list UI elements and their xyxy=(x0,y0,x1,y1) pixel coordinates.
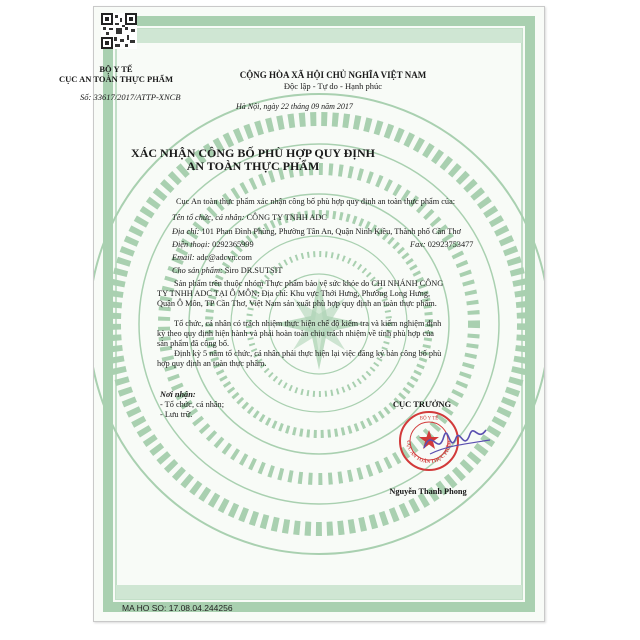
product-row xyxy=(172,266,282,276)
recipient-item: - Tổ chức, cá nhân; xyxy=(160,400,225,409)
document-number: Số: 33617/2017/ATTP-XNCB xyxy=(80,92,181,102)
fax-row xyxy=(410,240,473,250)
email-label: Email: xyxy=(172,253,195,262)
signer-name: Nguyễn Thanh Phong xyxy=(389,487,467,496)
national-motto: Độc lập - Tự do - Hạnh phúc xyxy=(283,81,383,91)
department-name: CỤC AN TOÀN THỰC PHẨM xyxy=(59,74,173,84)
org-label: Tên tổ chức, cá nhân: xyxy=(172,213,245,222)
org-row xyxy=(172,213,327,223)
phone-value: 0292365999 xyxy=(212,240,254,249)
handwritten-signature xyxy=(420,418,492,468)
qr-code-icon xyxy=(101,13,137,49)
document-title-line1: XÁC NHẬN CÔNG BỐ PHÙ HỢP QUY ĐỊNH xyxy=(131,146,375,160)
ministry-name: BỘ Y TẾ xyxy=(99,64,133,74)
seal-ring-text: CỤC AN TOÀN THỰC PHẨM xyxy=(404,440,454,466)
recipients-title: Nơi nhận: xyxy=(160,390,196,399)
address-label: Địa chỉ: xyxy=(172,227,200,236)
signer-role: CỤC TRƯỞNG xyxy=(392,399,452,409)
responsibility-paragraph: Tổ chức, cá nhân có trách nhiệm thực hiện chế độ kiểm tra và kiểm nghiệm định kỳ theo quy định hiện hành và phải hoàn toàn chịu trách nhiệm về tính phù hợp của sản phẩm đã công bố. xyxy=(157,319,442,348)
republic-name: CỘNG HÒA XÃ HỘI CHỦ NGHĨA VIỆT NAM xyxy=(239,70,427,80)
product-value: Siro DR.SUTSIT xyxy=(224,266,283,275)
org-value: CÔNG TY TNHH ADC xyxy=(246,213,327,222)
dossier-code: MA HO SO: 17.08.04.244256 xyxy=(122,603,233,613)
address-row xyxy=(172,227,461,237)
fax-value: 02923753477 xyxy=(427,240,474,249)
document-title-line2: AN TOÀN THỰC PHẨM xyxy=(186,159,320,173)
phone-row xyxy=(172,240,254,250)
renewal-paragraph: Định kỳ 5 năm tổ chức, cá nhân phải thực hiện lại việc đăng ký bản công bố phù hợp quy định an toàn thực phẩm. xyxy=(157,349,442,368)
phone-label: Điện thoại: xyxy=(172,240,211,249)
seal-top-text: BỘ Y TẾ xyxy=(419,416,439,422)
recipient-item: - Lưu trữ. xyxy=(160,410,193,419)
product-label: Cho sản phẩm: xyxy=(172,266,223,275)
email-value: adc@adcvn.com xyxy=(196,253,252,262)
product-paragraph: Sản phẩm trên thuộc nhóm Thực phẩm bảo vệ sức khỏe do CHI NHÁNH CÔNG TY TNHH ADC TẠI Ô MÔN; Địa chỉ: Khu vực Thới Hưng, Phường Long Hưng, Quận Ô Môn, TP Cần Thơ, Việt Nam sản xuất phù hợp quy định an toàn thực phẩm. xyxy=(157,279,444,308)
intro-text: Cục An toàn thực phẩm xác nhận công bố phù hợp quy định an toàn thực phẩm của: xyxy=(176,197,456,206)
email-row xyxy=(172,253,252,263)
address-value: 101 Phan Đình Phùng, Phường Tân An, Quận Ninh Kiều, Thành phố Cần Thơ xyxy=(201,227,461,236)
place-date: Hà Nội, ngày 22 tháng 09 năm 2017 xyxy=(236,102,353,111)
fax-label: Fax: xyxy=(410,240,426,249)
